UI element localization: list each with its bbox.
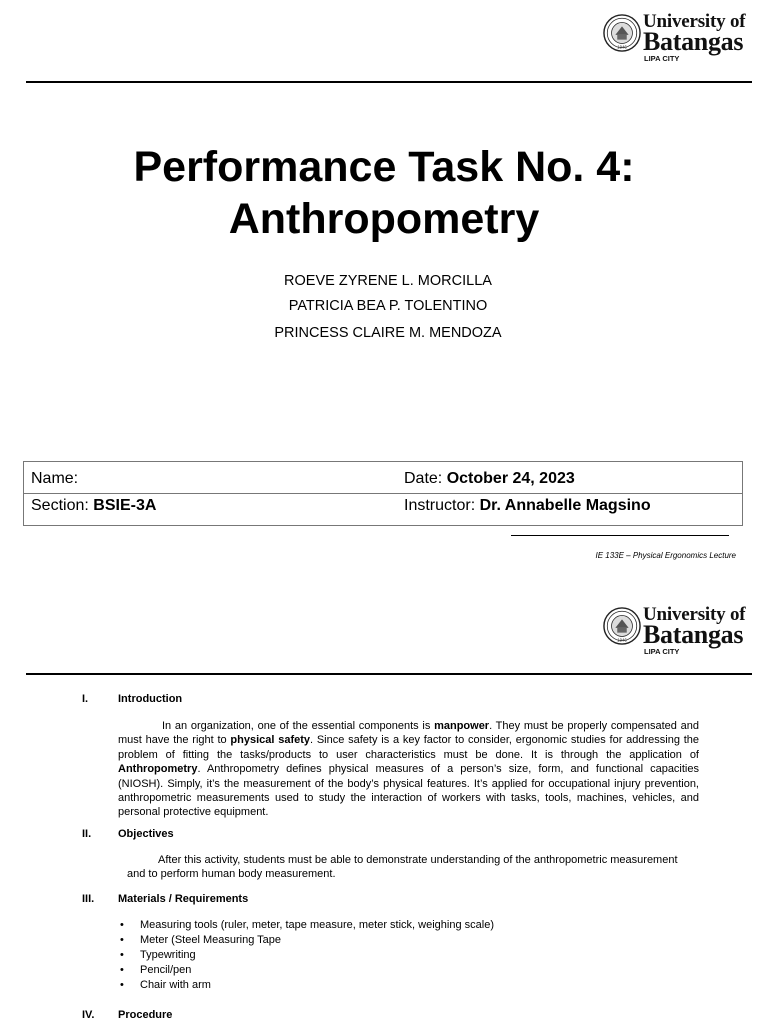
svg-text:1946: 1946 xyxy=(617,44,627,50)
header-rule xyxy=(26,673,752,675)
list-item: • Typewriting xyxy=(120,948,494,963)
info-table-divider xyxy=(24,493,742,494)
info-table xyxy=(23,461,743,526)
name-label: Name: xyxy=(31,470,79,487)
university-seal-icon xyxy=(603,14,641,52)
course-note: IE 133E – Physical Ergonomics Lecture xyxy=(595,551,736,560)
section-number: IV. xyxy=(82,1009,95,1021)
list-item: • Measuring tools (ruler, meter, tape measure, meter stick, weighing scale) xyxy=(120,918,494,933)
section-title-objectives: Objectives xyxy=(118,828,174,840)
introduction-paragraph: In an organization, one of the essential components is manpower. They must be properly compensated and must have the right to physical safety. Since safety is a key factor to consider, ergonomic studies for addressing the problem of fitting the tasks/products to user characteristics must be done. It is through the application of Anthropometry. Anthropometry defines physical measures of a person’s size, form, and functional capacities (NIOSH). Simply, it’s the measurement of the body’s physical features. It’s applied for occupational injury prevention, anthropometric measurements used to study the interaction of workers with tasks, tools, machines, vehicles, and personal protective equipment. xyxy=(118,720,699,819)
objectives-paragraph: After this activity, students must be able to demonstrate understanding of the anthropometric measurement and to perform human body measurement. xyxy=(127,854,678,880)
section-title-procedure: Procedure xyxy=(118,1009,173,1021)
list-item: • Chair with arm xyxy=(120,978,494,993)
logo-text-batangas: Batangas xyxy=(643,620,744,649)
logo-text-university: University of xyxy=(643,604,746,625)
university-logo xyxy=(603,12,763,70)
instructor-value: Dr. Annabelle Magsino xyxy=(479,497,651,514)
instructor-field: Instructor: Dr. Annabelle Magsino xyxy=(404,497,651,514)
logo-text-city: LIPA CITY xyxy=(644,54,680,63)
logo-text-university: University of xyxy=(643,11,746,32)
date-field: Date: October 24, 2023 xyxy=(404,470,575,487)
svg-text:1946: 1946 xyxy=(617,637,627,643)
section-value: BSIE-3A xyxy=(93,497,157,514)
list-item: • Pencil/pen xyxy=(120,963,494,978)
logo-text-batangas: Batangas xyxy=(643,27,744,56)
section-number: III. xyxy=(82,893,95,905)
university-logo xyxy=(603,605,763,663)
section-title-introduction: Introduction xyxy=(118,693,183,705)
list-item: • Meter (Steel Measuring Tape xyxy=(120,933,494,948)
page-subtitle: Anthropometry xyxy=(228,195,540,243)
author-name: PRINCESS CLAIRE M. MENDOZA xyxy=(274,325,502,341)
logo-text-city: LIPA CITY xyxy=(644,647,680,656)
header-rule xyxy=(26,81,752,83)
footer-rule xyxy=(511,535,729,536)
author-name: PATRICIA BEA P. TOLENTINO xyxy=(288,298,488,314)
materials-list xyxy=(120,918,494,993)
date-value: October 24, 2023 xyxy=(446,470,575,487)
section-number: II. xyxy=(82,828,92,840)
section-title-materials: Materials / Requirements xyxy=(118,893,249,905)
university-seal-icon xyxy=(603,607,641,645)
author-name: ROEVE ZYRENE L. MORCILLA xyxy=(284,273,492,289)
page-title: Performance Task No. 4: xyxy=(133,143,635,191)
section-field: Section: BSIE-3A xyxy=(31,497,157,514)
section-number: I. xyxy=(82,693,89,705)
